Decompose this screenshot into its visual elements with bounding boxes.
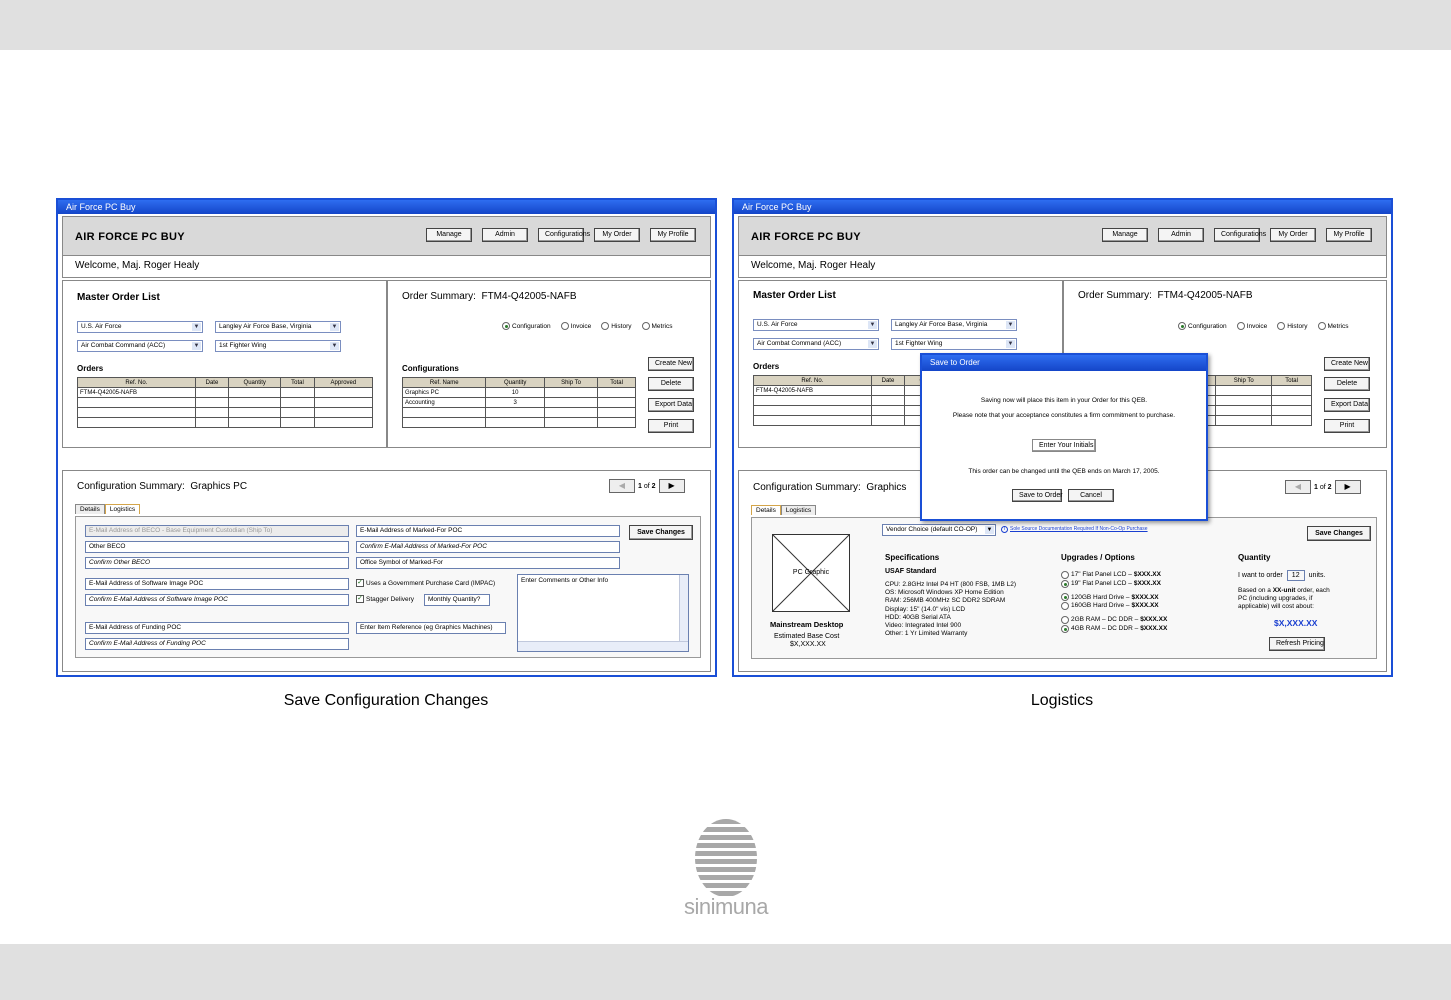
col-total: Total	[1272, 376, 1312, 386]
view-radio-group	[1178, 322, 1348, 330]
order-ref: FTM4-Q42005-NAFB	[754, 386, 872, 396]
check-icon: ✓	[357, 595, 363, 602]
nav-my-profile-button[interactable]: My Profile	[1326, 228, 1372, 242]
pricing-note	[1238, 587, 1348, 611]
radio-label: History	[1287, 322, 1308, 330]
save-to-order-dialog	[920, 353, 1208, 521]
config-summary-label: Configuration Summary:	[77, 481, 185, 492]
radio-label: Metrics	[1327, 322, 1349, 330]
refresh-pricing-button[interactable]: Refresh Pricing	[1269, 637, 1325, 651]
radio-label: Invoice	[570, 322, 592, 330]
upgrade-price: $XXX.XX	[1131, 602, 1159, 610]
dialog-title: Save to Order	[922, 355, 1206, 371]
window-titlebar: Air Force PC Buy	[734, 200, 1391, 214]
chevron-down-icon: ▼	[986, 527, 993, 533]
window-titlebar: Air Force PC Buy	[58, 200, 715, 214]
upgrades-title: Upgrades / Options	[1061, 553, 1135, 562]
table-row[interactable]	[78, 388, 373, 398]
master-order-title: Master Order List	[753, 290, 836, 301]
wing-select-value: 1st Fighter Wing	[219, 342, 267, 349]
office-symbol-field[interactable]: Office Symbol of Marked-For	[356, 557, 620, 569]
nav-my-order-button[interactable]: My Order	[594, 228, 640, 242]
orders-table	[77, 377, 373, 428]
delete-button[interactable]: Delete	[1324, 377, 1370, 391]
nav-configurations-button[interactable]: Configurations	[1214, 228, 1260, 242]
branch-select[interactable]	[753, 319, 879, 331]
quantity-row	[1238, 570, 1325, 581]
table-row	[78, 418, 373, 428]
radio-history[interactable]	[601, 322, 631, 330]
next-page-button[interactable]: ▶	[1335, 480, 1361, 494]
order-summary-id: FTM4-Q42005-NAFB	[1157, 290, 1253, 301]
config-summary-title	[77, 481, 247, 492]
config-summary-panel	[62, 470, 711, 672]
config-summary-name: Graphics	[866, 482, 907, 493]
sinimuna-logo	[673, 818, 779, 922]
spec-item: Video: Integrated Intel 900	[885, 622, 962, 630]
config-qty: 3	[486, 398, 545, 408]
command-select-value: Air Combat Command (ACC)	[81, 342, 166, 349]
chevron-down-icon: ▼	[331, 324, 338, 330]
impac-checkbox[interactable]	[356, 579, 495, 587]
tab-logistics[interactable]: Logistics	[105, 504, 140, 514]
app-header	[62, 216, 711, 256]
radio-dot	[502, 322, 510, 330]
col-total: Total	[598, 378, 636, 388]
upgrade-label: 17" Flat Panel LCD –	[1071, 571, 1132, 578]
confirm-software-poc-field[interactable]: Confirm E-Mail Address of Software Image POC	[85, 594, 349, 606]
view-radio-group	[502, 322, 672, 330]
print-button[interactable]: Print	[1324, 419, 1370, 433]
radio-configuration[interactable]	[1178, 322, 1227, 330]
command-select[interactable]	[753, 338, 879, 350]
upgrade-price: $XXX.XX	[1133, 579, 1161, 587]
radio-dot	[1277, 322, 1285, 330]
pc-graphic-placeholder	[772, 534, 850, 612]
orders-label: Orders	[753, 362, 780, 371]
radio-label: Invoice	[1246, 322, 1268, 330]
spec-item: RAM: 256MB 400MHz SC DDR2 SDRAM	[885, 597, 1006, 605]
order-summary-title	[402, 291, 577, 302]
impac-label: Uses a Government Purchase Card (IMPAC)	[366, 579, 496, 587]
config-summary-label: Configuration Summary:	[753, 482, 861, 493]
welcome-text: Welcome, Maj. Roger Healy	[62, 256, 711, 278]
col-ref-no: Ref. No.	[78, 378, 196, 388]
wing-select[interactable]	[215, 340, 341, 352]
spec-item: HDD: 40GB Serial ATA	[885, 613, 951, 621]
create-new-button[interactable]: Create New	[648, 357, 694, 371]
nav-configurations-button[interactable]: Configurations	[538, 228, 584, 242]
radio-dot	[1061, 571, 1069, 579]
master-order-title: Master Order List	[77, 292, 160, 303]
dialog-line-2: Please note that your acceptance constitutes a firm commitment to purchase.	[952, 412, 1176, 419]
upgrade-4gb-ram[interactable]	[1061, 623, 1167, 635]
wing-select[interactable]	[891, 338, 1017, 350]
radio-label: Configuration	[1188, 322, 1227, 330]
stagger-checkbox[interactable]	[356, 595, 414, 603]
radio-dot	[1061, 625, 1069, 633]
spec-list	[885, 581, 1016, 638]
order-summary-label: Order Summary:	[1078, 290, 1152, 301]
prev-page-button[interactable]: ◀	[609, 479, 635, 493]
radio-dot	[561, 322, 569, 330]
radio-dot	[1318, 322, 1326, 330]
col-total: Total	[281, 378, 315, 388]
radio-metrics[interactable]	[1318, 322, 1349, 330]
col-approved: Approved	[314, 378, 372, 388]
table-row	[403, 418, 636, 428]
horizontal-scrollbar[interactable]	[518, 641, 688, 651]
other-beco-field[interactable]: Other BECO	[85, 541, 349, 553]
initials-input[interactable]: Enter Your Initials	[1032, 439, 1096, 452]
upgrade-price: $XXX.XX	[1140, 616, 1168, 624]
wing-select-value: 1st Fighter Wing	[895, 340, 943, 347]
radio-invoice[interactable]	[561, 322, 592, 330]
base-cost-value: $X,XXX.XX	[790, 641, 826, 648]
nav-admin-button[interactable]: Admin	[482, 228, 528, 242]
upgrade-price: $XXX.XX	[1133, 571, 1161, 578]
nav-bar	[1102, 228, 1372, 242]
upgrade-label: 19" Flat Panel LCD –	[1071, 579, 1132, 587]
spec-item: OS: Microsoft Windows XP Home Edition	[885, 589, 1004, 597]
save-changes-button[interactable]: Save Changes	[1307, 526, 1371, 541]
software-poc-email-field[interactable]: E-Mail Address of Software Image POC	[85, 578, 349, 590]
radio-label: History	[611, 322, 632, 330]
order-summary-panel	[387, 280, 711, 448]
vendor-select-value: Vendor Choice (default CO-OP)	[886, 526, 978, 533]
welcome-text: Welcome, Maj. Roger Healy	[738, 256, 1387, 278]
nav-manage-button[interactable]: Manage	[426, 228, 472, 242]
prev-page-button[interactable]: ◀	[1285, 480, 1311, 494]
specifications-title: Specifications	[885, 553, 940, 562]
base-cost-label: Estimated Base Cost	[774, 633, 840, 640]
table-row	[403, 408, 636, 418]
base-select-value: Langley Air Force Base, Virginia	[219, 323, 312, 330]
app-title: AIR FORCE PC BUY	[751, 231, 861, 243]
pager-text: 1 of 2	[1314, 483, 1332, 491]
nav-admin-button[interactable]: Admin	[1158, 228, 1204, 242]
product-name: Mainstream Desktop	[770, 620, 844, 629]
estimated-total: $X,XXX.XX	[1274, 618, 1318, 628]
note-part: XX-unit	[1272, 587, 1296, 594]
upgrade-price: $XXX.XX	[1131, 593, 1159, 601]
configurations-table	[402, 377, 636, 428]
radio-dot	[642, 322, 650, 330]
table-row	[78, 408, 373, 418]
delete-button[interactable]: Delete	[648, 377, 694, 391]
note-part: applicable) will cost about:	[1238, 603, 1314, 610]
chevron-down-icon: ▼	[193, 343, 200, 349]
config-tabs	[751, 505, 816, 515]
table-row[interactable]	[403, 388, 636, 398]
col-quantity: Quantity	[229, 378, 281, 388]
confirm-marked-for-field[interactable]: Confirm E-Mail Address of Marked-For POC	[356, 541, 620, 553]
note-part: Based on a	[1238, 587, 1271, 594]
app-header	[738, 216, 1387, 256]
save-to-order-button[interactable]: Save to Order	[1012, 489, 1062, 502]
base-select-value: Langley Air Force Base, Virginia	[895, 321, 988, 328]
order-summary-id: FTM4-Q42005-NAFB	[481, 291, 577, 302]
pager	[1285, 480, 1361, 494]
app-title: AIR FORCE PC BUY	[75, 231, 185, 243]
pc-graphic-label: PC Graphic	[792, 569, 830, 576]
config-summary-title	[753, 482, 906, 493]
spec-item: Other: 1 Yr Limited Warranty	[885, 630, 968, 638]
logistics-form	[75, 516, 701, 658]
note-part: order, each	[1297, 587, 1330, 594]
stagger-label: Stagger Delivery	[366, 595, 415, 603]
configurations-label: Configurations	[402, 364, 459, 373]
beco-email-select[interactable]: E-Mail Address of BECO - Base Equipment Custodian (Ship To)	[85, 525, 349, 537]
top-band	[0, 0, 1451, 50]
upgrade-price: $XXX.XX	[1140, 624, 1168, 632]
radio-dot	[1237, 322, 1245, 330]
order-summary-label: Order Summary:	[402, 291, 476, 302]
nav-my-order-button[interactable]: My Order	[1270, 228, 1316, 242]
chevron-down-icon: ▼	[331, 343, 338, 349]
upgrade-19in-lcd[interactable]	[1061, 578, 1167, 590]
print-button[interactable]: Print	[648, 419, 694, 433]
radio-history[interactable]	[1277, 322, 1307, 330]
radio-invoice[interactable]	[1237, 322, 1268, 330]
upgrade-label: 2GB RAM – DC DDR –	[1071, 616, 1139, 624]
radio-configuration[interactable]	[502, 322, 551, 330]
create-new-button[interactable]: Create New	[1324, 357, 1370, 371]
chevron-down-icon: ▼	[193, 324, 200, 330]
spec-item: Display: 15" (14.0" vis) LCD	[885, 605, 966, 613]
upgrade-list	[1061, 569, 1167, 635]
upgrade-label: 120GB Hard Drive –	[1071, 593, 1130, 601]
dialog-line-1: Saving now will place this item in your Order for this QEB.	[980, 397, 1148, 404]
monthly-quantity-field[interactable]: Monthly Quantity?	[424, 594, 490, 606]
window-logistics	[56, 198, 717, 677]
marked-for-email-field[interactable]: E-Mail Address of Marked-For POC	[356, 525, 620, 537]
col-date: Date	[195, 378, 229, 388]
base-select[interactable]	[215, 321, 341, 333]
nav-manage-button[interactable]: Manage	[1102, 228, 1148, 242]
spec-subtitle: USAF Standard	[885, 568, 937, 575]
chevron-down-icon: ▼	[869, 322, 876, 328]
vendor-select[interactable]	[882, 524, 996, 536]
order-summary-title	[1078, 290, 1253, 301]
chevron-down-icon: ▼	[869, 341, 876, 347]
radio-dot	[601, 322, 609, 330]
upgrade-label: 4GB RAM – DC DDR –	[1071, 624, 1139, 632]
branch-select[interactable]	[77, 321, 203, 333]
details-form	[751, 517, 1377, 659]
branch-select-value: U.S. Air Force	[81, 323, 122, 330]
logo-sphere-icon	[673, 818, 779, 898]
logo-wordmark: sinimuna	[683, 894, 769, 919]
pager-text: 1 of 2	[638, 482, 656, 490]
caption-left: Save Configuration Changes	[283, 692, 489, 709]
sole-source-text: Sole Source Documentation Required If Non-Co-Op Purchase	[1010, 526, 1148, 532]
col-ref-no: Ref. No.	[754, 376, 872, 386]
confirm-funding-poc-field[interactable]: Confirm E-Mail Address of Funding POC	[85, 638, 349, 650]
vertical-scrollbar[interactable]	[679, 575, 688, 641]
quantity-title: Quantity	[1238, 553, 1271, 562]
confirm-other-beco-field[interactable]: Confirm Other BECO	[85, 557, 349, 569]
spec-item: CPU: 2.8GHz Intel P4 HT (800 FSB, 1MB L2)	[885, 581, 1017, 588]
config-summary-name: Graphics PC	[190, 481, 248, 492]
dialog-line-3: This order can be changed until the QEB ends on March 17, 2005.	[968, 468, 1160, 475]
caption-right: Logistics	[1030, 692, 1094, 709]
item-reference-field[interactable]: Enter Item Reference (eg Graphics Machines)	[356, 622, 506, 634]
tab-logistics[interactable]: Logistics	[781, 505, 816, 515]
col-quantity: Quantity	[486, 378, 545, 388]
tab-details[interactable]: Details	[75, 504, 105, 514]
col-ref-name: Ref. Name	[403, 378, 486, 388]
col-ship-to: Ship To	[544, 378, 597, 388]
save-changes-button[interactable]: Save Changes	[629, 525, 693, 540]
upgrade-160gb-hdd[interactable]	[1061, 600, 1167, 612]
table-row[interactable]	[403, 398, 636, 408]
nav-my-profile-button[interactable]: My Profile	[650, 228, 696, 242]
tab-details[interactable]: Details	[751, 505, 781, 515]
chevron-down-icon: ▼	[1007, 341, 1014, 347]
chevron-down-icon: ▼	[1007, 322, 1014, 328]
quantity-pre: I want to order	[1238, 572, 1283, 579]
col-date: Date	[871, 376, 905, 386]
quantity-input[interactable]: 12	[1287, 570, 1305, 581]
quantity-post: units.	[1308, 572, 1326, 579]
command-select-value: Air Combat Command (ACC)	[757, 340, 842, 347]
radio-metrics[interactable]	[642, 322, 673, 330]
nav-bar	[426, 228, 696, 242]
bottom-band	[0, 944, 1451, 1000]
config-name: Accounting	[403, 398, 486, 408]
funding-poc-email-field[interactable]: E-Mail Address of Funding POC	[85, 622, 349, 634]
export-data-button[interactable]: Export Data	[1324, 398, 1370, 412]
pager	[609, 479, 685, 493]
upgrade-label: 160GB Hard Drive –	[1071, 602, 1130, 610]
window-save-to-order	[732, 198, 1393, 677]
sole-source-link[interactable]	[1001, 526, 1148, 533]
config-tabs	[75, 504, 140, 514]
orders-label: Orders	[77, 364, 104, 373]
order-ref: FTM4-Q42005-NAFB	[78, 388, 196, 398]
base-select[interactable]	[891, 319, 1017, 331]
col-ship-to: Ship To	[1216, 376, 1272, 386]
comments-textarea[interactable]: Enter Comments or Other Info	[517, 574, 689, 652]
radio-dot	[1178, 322, 1186, 330]
config-name: Graphics PC	[403, 388, 486, 398]
config-qty: 10	[486, 388, 545, 398]
cancel-button[interactable]: Cancel	[1068, 489, 1114, 502]
radio-dot	[1061, 602, 1069, 610]
branch-select-value: U.S. Air Force	[757, 321, 798, 328]
check-icon: ✓	[357, 579, 363, 586]
note-part: PC (including upgrades, if	[1238, 595, 1313, 602]
table-row	[78, 398, 373, 408]
radio-label: Metrics	[651, 322, 673, 330]
command-select[interactable]	[77, 340, 203, 352]
info-icon: i	[1001, 526, 1008, 533]
export-data-button[interactable]: Export Data	[648, 398, 694, 412]
next-page-button[interactable]: ▶	[659, 479, 685, 493]
radio-dot	[1061, 580, 1069, 588]
master-order-panel	[62, 280, 387, 448]
radio-label: Configuration	[512, 322, 551, 330]
